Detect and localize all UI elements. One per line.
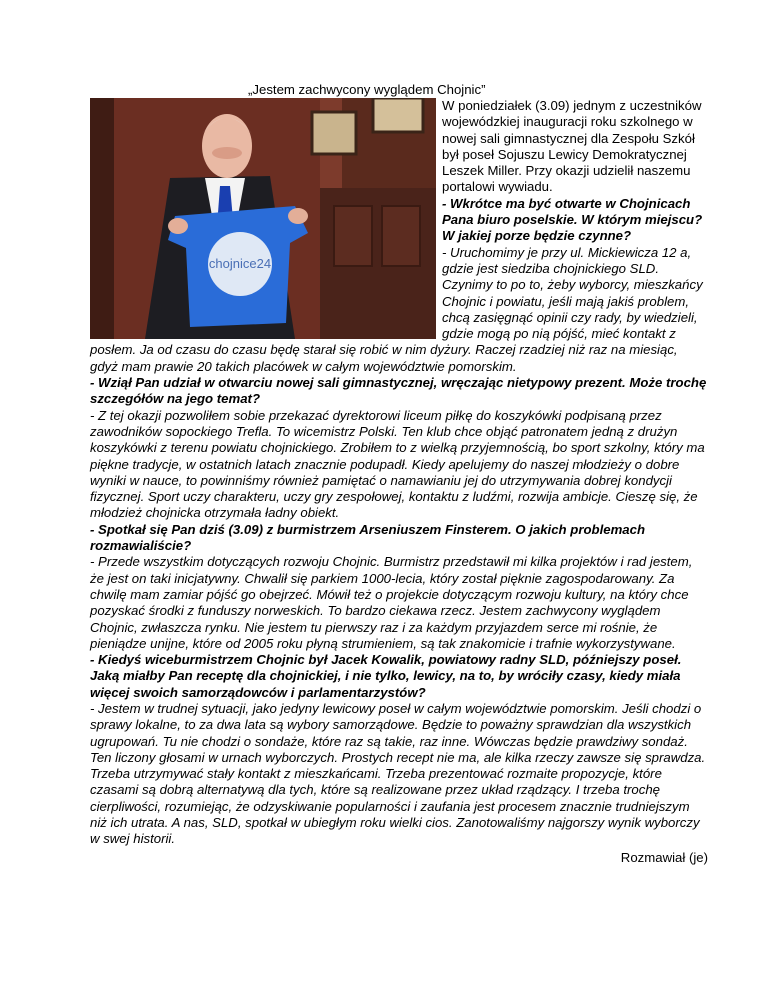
answer-2: - Z tej okazji pozwoliłem sobie przekazać dyrektorowi liceum piłkę do koszykówki podpisaną przez zawodników sopockiego Trefla. To wicemistrz Polski. Ten klub chce objąć patronatem jedną z drużyn koszykówki z terenu powiatu chojnickiego. Zrobiłem to z wielką przyjemnością, bo sport szkolny, który ma piękne tradycje, w ostatnich latach znacznie podupadł. Kiedy apelujemy do naszej młodzieży o dobre wyniki w nauce, to powinniśmy również pamiętać o namawianiu jej do utrzymywania dobrej kondycji fizycznej. Sport uczy charakteru, uczy gry zespołowej, kontaktu z ludźmi, rozwija ambicje. Cieszę się, że młodzież chojnicka otrzymała ładny obiekt. <box>90 407 705 521</box>
question-4: - Kiedyś wiceburmistrzem Chojnic był Jacek Kowalik, powiatowy radny SLD, późniejszy poseł. Jaką miałby Pan receptę dla chojnickiej, i nie tylko, lewicy, na to, by wróciły czasy, kiedy miała więcej swoich samorządowców i parlamentarzystów? <box>90 652 682 700</box>
answer-1: - Uruchomimy je przy ul. Mickiewicza 12 a, gdzie jest siedziba chojnickiego SLD. Czynimy to po to, żeby wyborcy, mieszkańcy Chojnic i powiatu, jeśli mają jakiś problem, chcą zasięgnąć opinii czy rady, by wiedzieli, gdzie mogą po nią pójść, mieć kontakt z posłem. Ja od czasu do czasu będę starał się robić w nim dyżury. Raczej rzadziej niż raz na miesiąc, gdyż mam prawie 20 takich placówek w całym województwie pomorskim. <box>90 244 703 374</box>
answer-3: - Przede wszystkim dotyczących rozwoju Chojnic. Burmistrz przedstawił mi kilka projektów i rad jestem, że jest on taki inicjatywny. Chwalił się parkiem 1000-lecia, który został pięknie zagospodarowany. Za chwilę mam zamiar pójść go obejrzeć. Mówił też o projekcie dotyczącym rozwoju kultury, na który chce pozyskać środki z funduszy norweskich. To bardzo ciekawa rzecz. Jestem zachwycony wyglądem Chojnic, zwłaszcza rynku. Nie jestem tu pierwszy raz i za każdym przyjazdem serce mi rośnie, że pieniądze unijne, które od 2005 roku płyną strumieniem, są tak znakomicie i trafnie wykorzystywane. <box>90 554 693 651</box>
answer-4: - Jestem w trudnej sytuacji, jako jedyny lewicowy poseł w całym województwie pomorskim. Jeśli chodzi o sprawy lokalne, to za dwa lata są wybory samorządowe. Będzie to poważny sprawdzian dla wszystkich ugrupowań. Tu nie chodzi o sondaże, które raz są takie, raz inne. Wówczas będzie prawdziwy sondaż. Ten liczony głosami w urnach wyborczych. Prostych recept nie ma, ale kilka rzeczy zawsze się sprawdza. Trzeba utrzymywać stały kontakt z mieszkańcami. Trzeba prezentować rozmaite propozycje, które czasami są dobrą alternatywą dla tych, które są realizowane przez układ rządzący. I trzeba trochę cierpliwości, rozumiejąc, że odzyskiwanie popularności i zaufania jest procesem znacznie trudniejszym niż ich utrata. A nas, SLD, spotkał w ubiegłym roku wielki cios. Zanotowaliśmy najgorszy wynik wyborczy w swej historii. <box>90 700 706 847</box>
question-2: - Wziął Pan udział w otwarciu nowej sali gimnastycznej, wręczając nietypowy prezent. Może trochę szczegółów na jego temat? <box>90 375 707 407</box>
question-1: - Wkrótce ma być otwarte w Chojnicach Pana biuro poselskie. W którym miejscu? W jakiej porze będzie czynne? <box>442 195 703 244</box>
article-photo <box>90 98 436 339</box>
article-title: „Jestem zachwycony wyglądem Chojnic” <box>248 82 486 97</box>
article-intro: W poniedziałek (3.09) jednym z uczestników wojewódzkiej inauguracji roku szkolnego w nowej sali gimnastycznej dla Zespołu Szkół był poseł Sojuszu Lewicy Demokratycznej Leszek Miller. Przy okazji udzielił naszemu portalowi wywiadu. <box>442 98 702 195</box>
article-signoff: Rozmawiał (je) <box>620 849 708 865</box>
question-3: - Spotkał się Pan dziś (3.09) z burmistrzem Arseniuszem Finsterem. O jakich problemach rozmawialiście? <box>90 521 646 554</box>
shirt-logo-text: chojnice24 <box>208 256 272 271</box>
document-page <box>90 82 708 866</box>
photo-illustration <box>90 98 436 339</box>
